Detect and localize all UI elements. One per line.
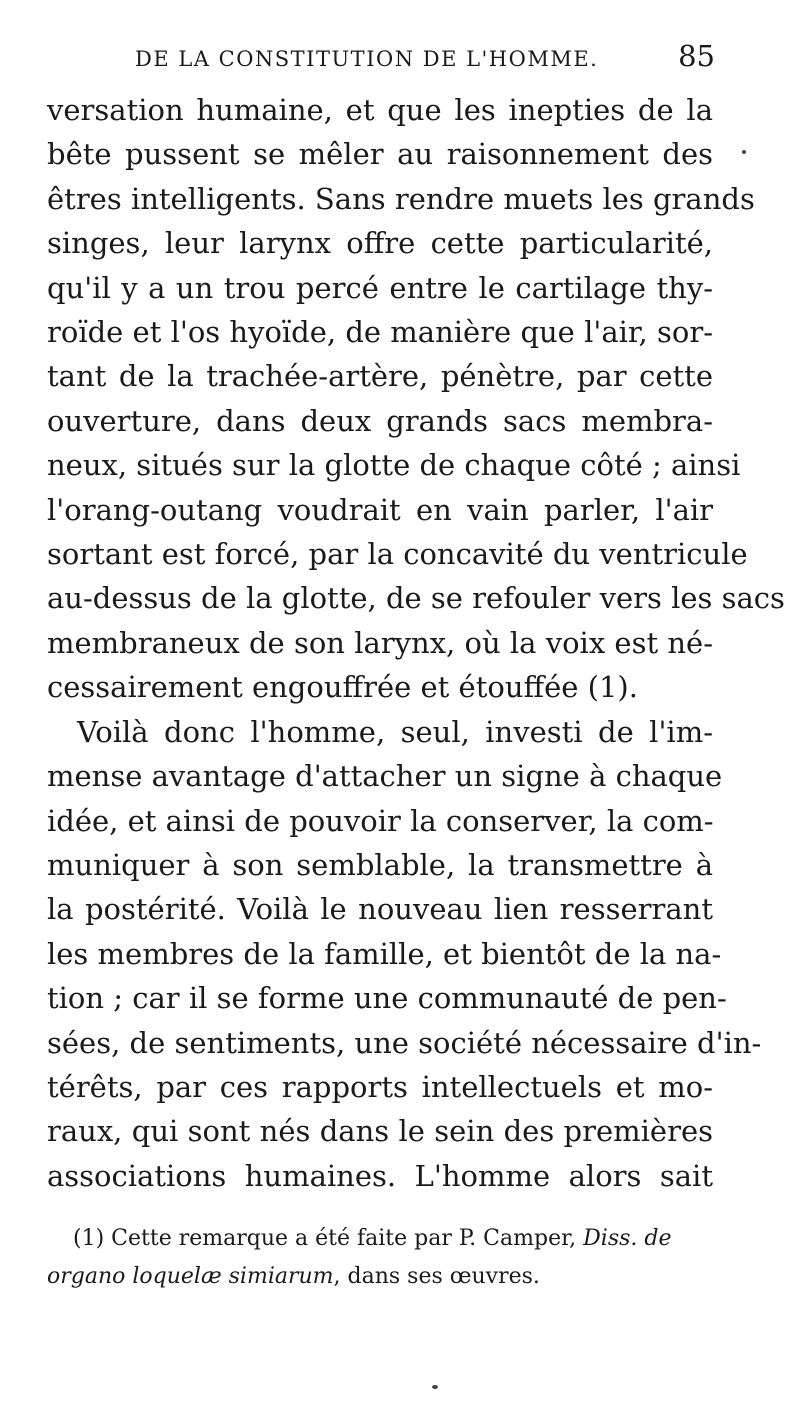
print-speck (742, 150, 746, 154)
footnote-italic: organo loquelæ simiarum (47, 1264, 334, 1289)
page-number: 85 (678, 39, 715, 73)
text-line: roïde et l'os hyoïde, de manière que l'air, sor- (47, 315, 713, 350)
text-line: qu'il y a un trou percé entre le cartilage thy- (47, 270, 713, 305)
footnote-text: , dans ses œuvres. (333, 1264, 540, 1289)
text-line: cessairement engouffrée et étouffée (1). (47, 670, 638, 705)
text-line: idée, et ainsi de pouvoir la conserver, la com- (47, 803, 714, 838)
text-line: associations humaines. L'homme alors sait (47, 1158, 713, 1193)
text-line: térêts, par ces rapports intellectuels et mo- (47, 1069, 713, 1104)
footnote-line (47, 1258, 713, 1296)
text-line: êtres intelligents. Sans rendre muets les grands (47, 181, 755, 216)
footnote-italic: Diss. de (583, 1226, 672, 1251)
text-line: neux, situés sur la glotte de chaque côté ; ainsi (47, 448, 741, 483)
text-line: singes, leur larynx offre cette particularité, (47, 226, 713, 261)
running-title: DE LA CONSTITUTION DE L'HOMME. (135, 47, 599, 71)
footnote (47, 1220, 713, 1296)
text-line: mense avantage d'attacher un signe à chaque (47, 759, 723, 794)
text-line: sortant est forcé, par la concavité du ventricule (47, 537, 748, 572)
print-speck (432, 1385, 438, 1389)
body-text (47, 88, 785, 1198)
text-line: tant de la trachée-artère, pénètre, par cette (47, 359, 713, 394)
footnote-line (47, 1220, 713, 1258)
text-line: tion ; car il se forme une communauté de pen- (47, 981, 727, 1016)
text-line: Voilà donc l'homme, seul, investi de l'im- (77, 714, 713, 749)
text-line: la postérité. Voilà le nouveau lien resserrant (47, 892, 713, 927)
text-line: au-dessus de la glotte, de se refouler vers les sacs (47, 581, 785, 616)
text-line: bête pussent se mêler au raisonnement des (47, 137, 713, 172)
footnote-text: (1) Cette remarque a été faite par P. Camper, (73, 1226, 584, 1251)
text-line: versation humaine, et que les inepties de la (47, 93, 713, 127)
running-head (135, 39, 715, 79)
text-line: membraneux de son larynx, où la voix est né- (47, 625, 713, 660)
text-line: les membres de la famille, et bientôt de la na- (47, 936, 722, 971)
text-line: l'orang-outang voudrait en vain parler, l'air (47, 492, 713, 527)
text-line: raux, qui sont nés dans le sein des premières (47, 1114, 713, 1149)
text-line: ouverture, dans deux grands sacs membra- (47, 403, 713, 438)
text-line: muniquer à son semblable, la transmettre à (47, 847, 713, 882)
text-line: sées, de sentiments, une société nécessaire d'in- (47, 1025, 762, 1060)
